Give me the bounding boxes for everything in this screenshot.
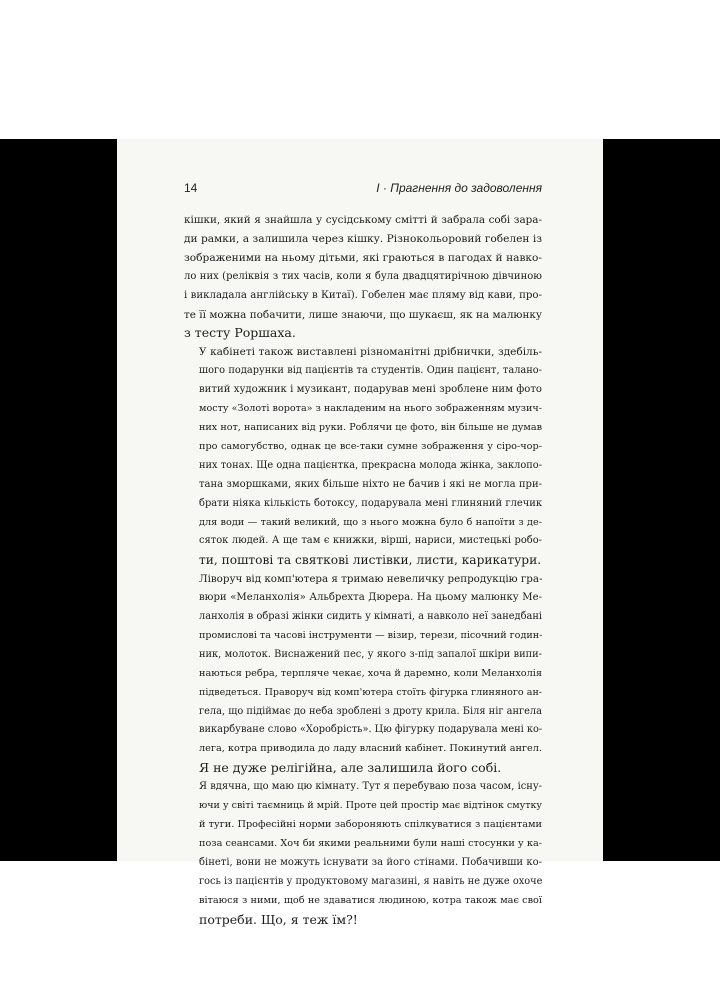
running-head <box>184 181 542 199</box>
text-line: ланхолія в образі жінки сидить у кімнаті, а навколо неї занедбані <box>199 611 542 623</box>
text-line: У кабінеті також виставлені різноманітні дрібнички, здебіль- <box>199 346 542 359</box>
text-line: кішки, який я знайшла у сусідському смітті й забрала собі зара- <box>184 214 542 226</box>
text-line: ди рамки, а залишила через кішку. Різнокольоровий гобелен із <box>184 232 542 245</box>
text-line: поза сеансами. Хоч би якими реальними були наші стосунки у ка- <box>199 837 542 849</box>
text-line: мосту «Золоті ворота» з накладеним на нього зображенням музич- <box>199 403 542 415</box>
text-line: наються ребра, терпляче чекає, хоча й даремно, коли Меланхолія <box>199 667 542 679</box>
text-line: й туги. Професійні норми забороняють спілкуватися з пацієнтами <box>199 819 542 830</box>
text-line: вюри «Меланхолія» Альбрехта Дюрера. На цьому малюнку Ме- <box>199 592 542 604</box>
text-line: них тонах. Ще одна пацієнтка, прекрасна молода жінка, заклопо- <box>199 459 542 471</box>
text-line: потреби. Що, я теж їм?! <box>199 911 358 927</box>
text-line: сяток людей. А ще там є книжки, вірші, нариси, мистецькі робо- <box>199 535 542 547</box>
text-line: Ліворуч від комп'ютера я тримаю невеличку репродукцію гра- <box>199 573 543 586</box>
text-line: для води — такий великий, що з нього можна було б напоїти з де- <box>199 516 542 528</box>
text-line: підведеться. Праворуч від комп'ютера стоїть фігурка глиняного ан- <box>199 686 542 698</box>
paragraph <box>184 570 542 778</box>
text-line: зображеними на ньому дітьми, які граються в пагодах й навко- <box>184 251 542 264</box>
text-line: з тесту Роршаха. <box>184 325 296 341</box>
text-line: про самогубство, однак це все-таки сумне зображення у сіро-чор- <box>199 440 542 452</box>
text-line: Я вдячна, що маю цю кімнату. Тут я перебуваю поза часом, існу- <box>199 781 542 793</box>
right-black-margin <box>603 139 720 861</box>
book-page <box>117 139 603 927</box>
paragraph <box>184 343 542 570</box>
paragraph <box>184 778 542 929</box>
text-line: витий художник і музикант, подарував мені зроблене ним фото <box>199 384 542 396</box>
left-black-margin <box>0 139 117 861</box>
chapter-title: I · Прагнення до задоволення <box>376 181 542 195</box>
text-line: них нот, написаних від руки. Роблячи це фото, він більше не думав <box>199 421 542 433</box>
text-line: шого подарунки від пацієнтів та студентів. Один пацієнт, талано- <box>199 365 542 377</box>
text-line: Я не дуже релігійна, але залишила його собі. <box>199 760 502 776</box>
text-line: викарбуване слово «Хоробрість». Цю фігурку подарувала мені ко- <box>199 724 543 736</box>
text-line: гела, що підіймає до неба зроблені з дроту крила. Біля ніг ангела <box>199 705 542 717</box>
text-line: промислові та часові інструменти — візир, терези, пісочний годин- <box>199 629 543 641</box>
text-line: ти, поштові та святкові листівки, листи, карикатури. <box>199 553 542 568</box>
text-line: гось із пацієнтів у продуктовому магазині, я навіть не дуже охоче <box>199 875 543 887</box>
text-line: ник, молоток. Виснажений пес, у якого з-під запалої шкіри випи- <box>199 648 542 660</box>
page-number: 14 <box>184 181 198 195</box>
text-line: ло них (реліквія з тих часів, коли я була двадцятирічною дівчиною <box>184 270 542 282</box>
text-line: тана зморшками, яких більше ніхто не бачив і які не могла при- <box>199 478 542 490</box>
text-line: те її можна побачити, лише знаючи, що шукаєш, як на малюнку <box>184 308 542 321</box>
text-line: і викладала англійську в Китаї). Гобелен має пляму від кави, про- <box>184 289 542 301</box>
text-line: ючи у світі таємниць й мрій. Проте цей простір має відтінок смутку <box>199 800 542 812</box>
body-text <box>184 211 542 929</box>
text-line: бінеті, вони не можуть існувати за його стінами. Побачивши ко- <box>199 856 542 868</box>
text-line: брати ніяка кількість ботоксу, подарувала мені глиняний глечик <box>199 497 542 509</box>
paragraph <box>184 211 542 343</box>
text-line: вітаюся з ними, щоб не здаватися людиною, котра також має свої <box>199 894 542 906</box>
text-line: лега, котра приводила до ладу власний кабінет. Покинутий ангел. <box>199 743 542 755</box>
